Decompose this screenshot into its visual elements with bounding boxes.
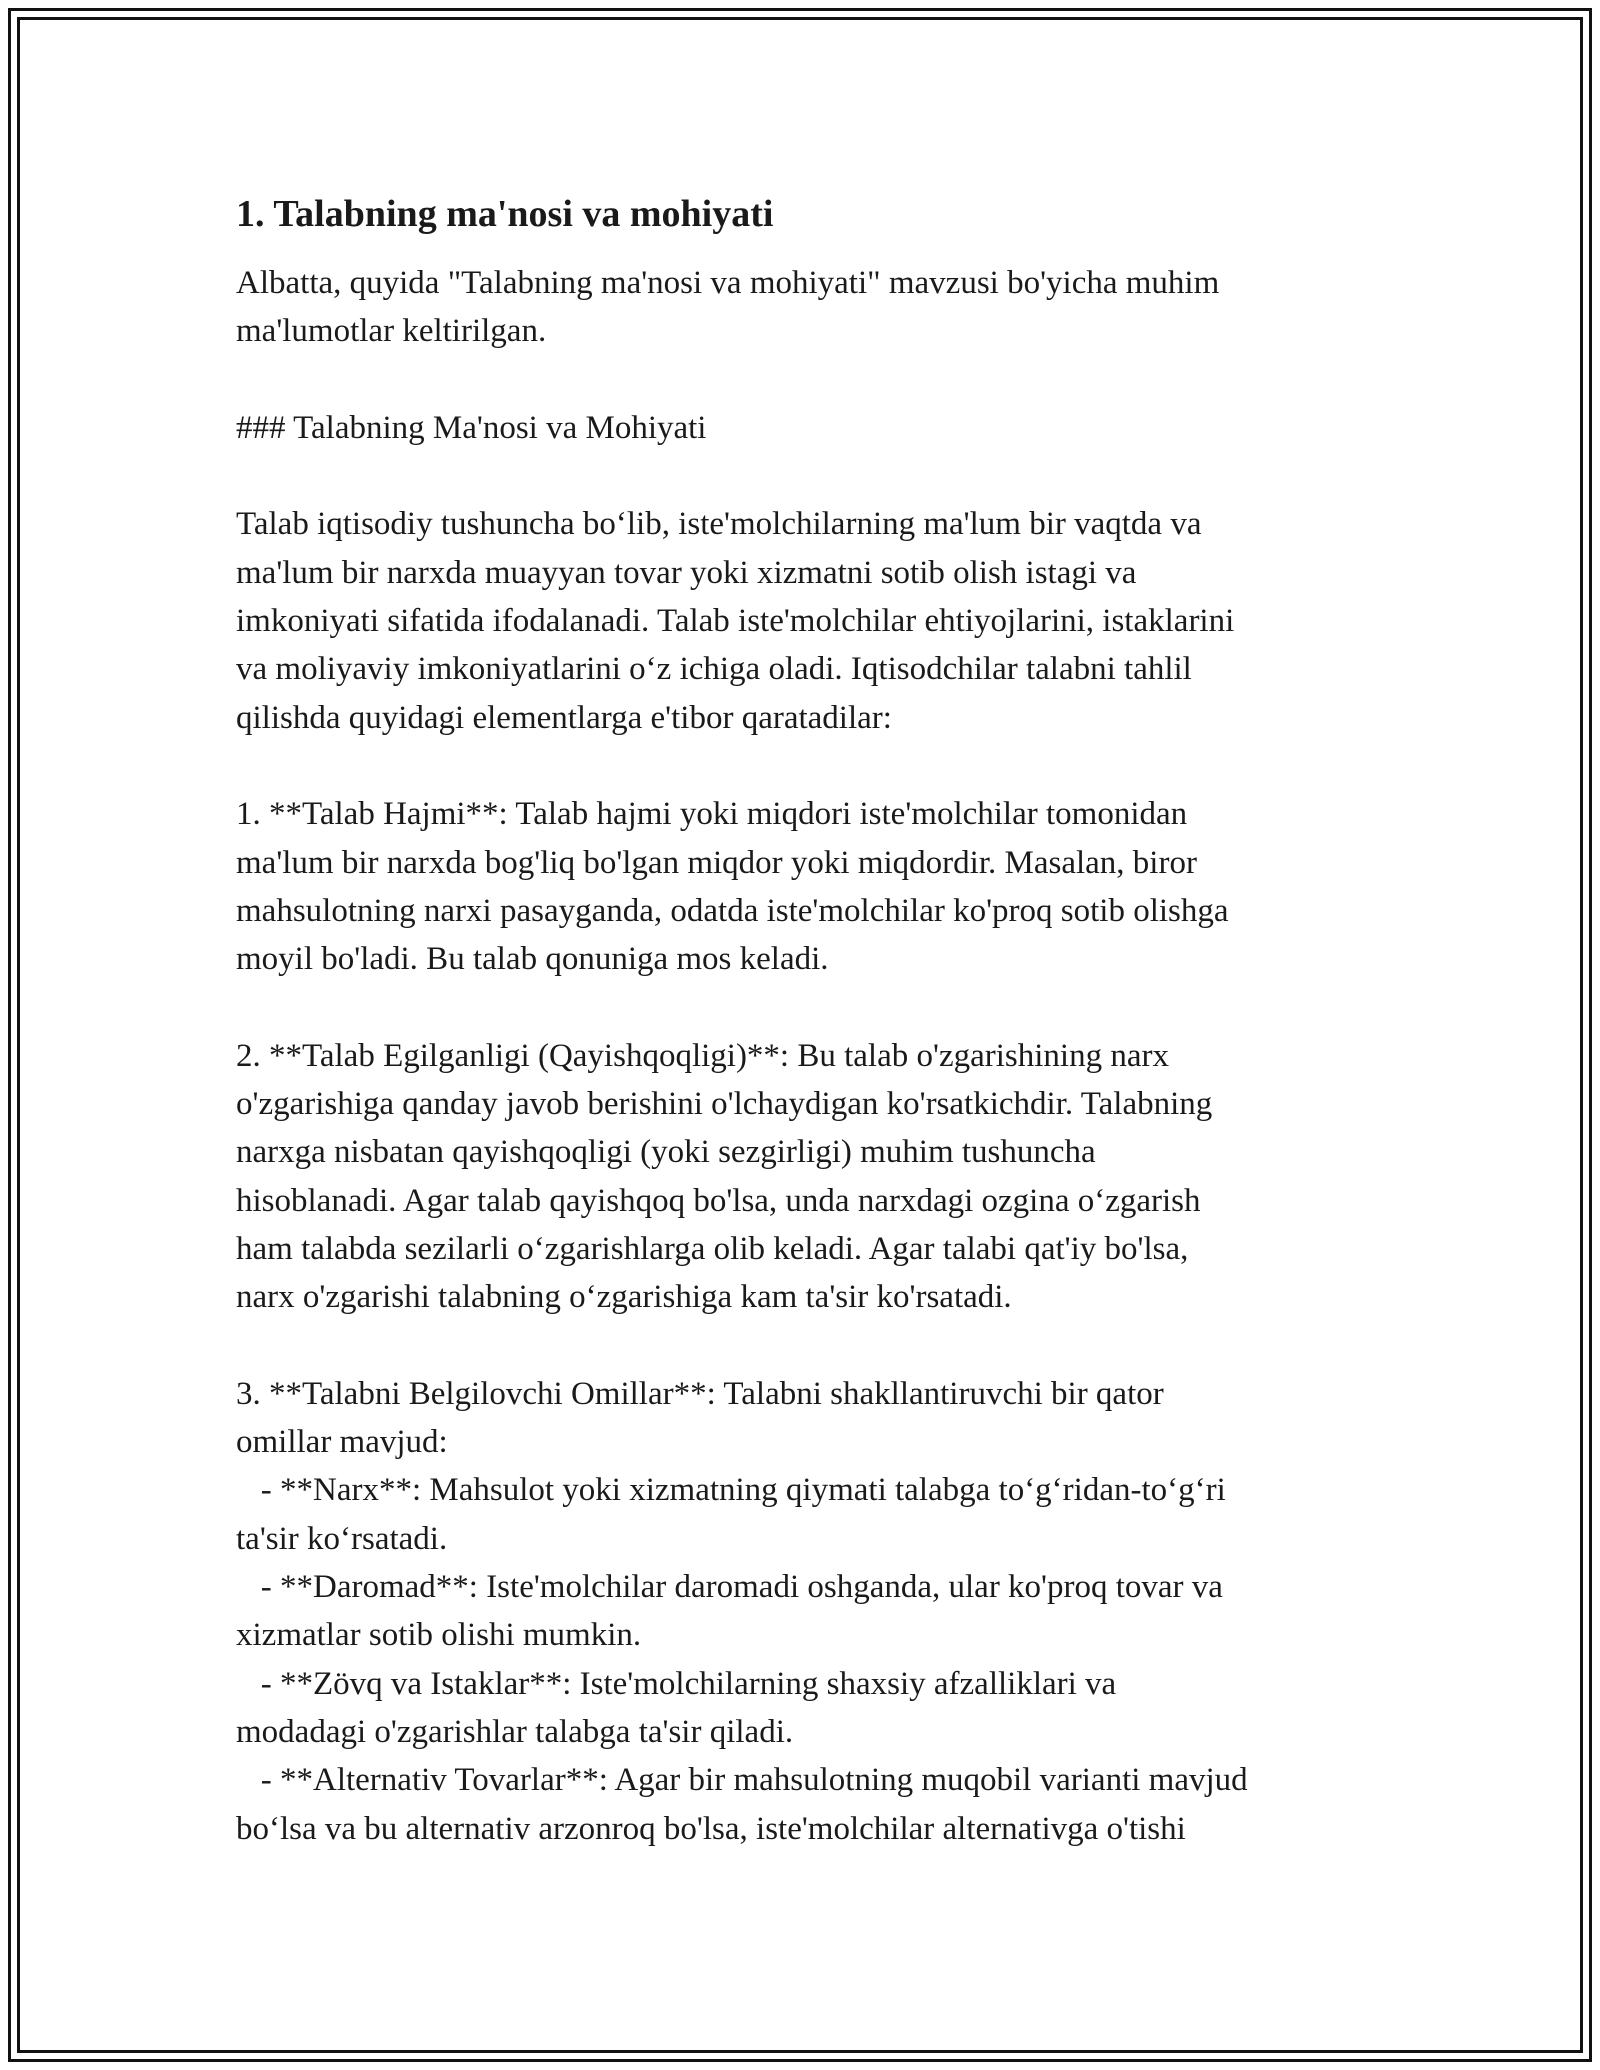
list-item-demand-elasticity: 2. **Talab Egilganligi (Qayishqoqligi)**: Bu talab o'zgarishining narx o'zgarishiga qanday javob berishini o'lchaydigan ko'rsatkichdir. Talabning narxga nisbatan qayishqoqligi (yoki sezgirligi) muhim tushuncha hisoblanadi. Agar talab qayishqoq bo'lsa, unda narxdagi ozgina o‘zgarish ham talabda sezilarli o‘zgarishlarga olib keladi. Agar talabi qat'iy bo'lsa, narx o'zgarishi talabning o‘zgarishiga kam ta'sir ko'rsatadi.	[236, 1037, 1213, 1316]
definition-paragraph: Talab iqtisodiy tushuncha bo‘lib, iste'molchilarning ma'lum bir vaqtda va ma'lum bir narxda muayyan tovar yoki xizmatni sotib olish istagi va imkoniyati sifatida ifodalanadi. Talab iste'molchilar ehtiyojlarini, istaklarini va moliyaviy imkoniyatlarini o‘z ichiga oladi. Iqtisodchilar talabni tahlil qilishda quyidagi elementlarga e'tibor qaratadilar:	[236, 506, 1235, 736]
list-item-demand-factors: 3. **Talabni Belgilovchi Omillar**: Talabni shakllantiruvchi bir qator omillar mavjud: - **Narx**: Mahsulot yoki xizmatning qiymati talabga to‘g‘ridan-to‘g‘ri ta'sir ko‘rsatadi. - **Daromad**: Iste'molchilar daromadi oshganda, ular ko'proq tovar va xizmatlar sotib olishi mumkin. - **Zövq va Istaklar**: Iste'molchilarning shaxsiy afzalliklari va modadagi o'zgarishlar talabga ta'sir qiladi. - **Alternativ Tovarlar**: Agar bir mahsulotning muqobil varianti mavjud bo‘lsa va bu alternativ arzonroq bo'lsa, iste'molchilar alternativga o'tishi	[236, 1375, 1248, 1847]
document-heading: 1. Talabning ma'nosi va mohiyati	[236, 193, 774, 235]
section-subheading: ### Talabning Ma'nosi va Mohiyati	[236, 409, 707, 446]
paragraph-spacer	[236, 983, 1376, 1031]
paragraph-spacer	[236, 1322, 1376, 1370]
list-item-demand-volume: 1. **Talab Hajmi**: Talab hajmi yoki miqdori iste'molchilar tomonidan ma'lum bir narxda bog'liq bo'lgan miqdor yoki miqdordir. Masalan, biror mahsulotning narxi pasayganda, odatda iste'molchilar ko'proq sotib olishga moyil bo'ladi. Bu talab qonuniga mos keladi.	[236, 796, 1229, 978]
intro-paragraph: Albatta, quyida "Talabning ma'nosi va mohiyati" mavzusi bo'yicha muhim ma'lumotlar keltirilgan.	[236, 265, 1220, 350]
paragraph-spacer	[236, 356, 1376, 404]
document-body	[236, 188, 1376, 1853]
paragraph-spacer	[236, 452, 1376, 500]
paragraph-spacer	[236, 742, 1376, 790]
